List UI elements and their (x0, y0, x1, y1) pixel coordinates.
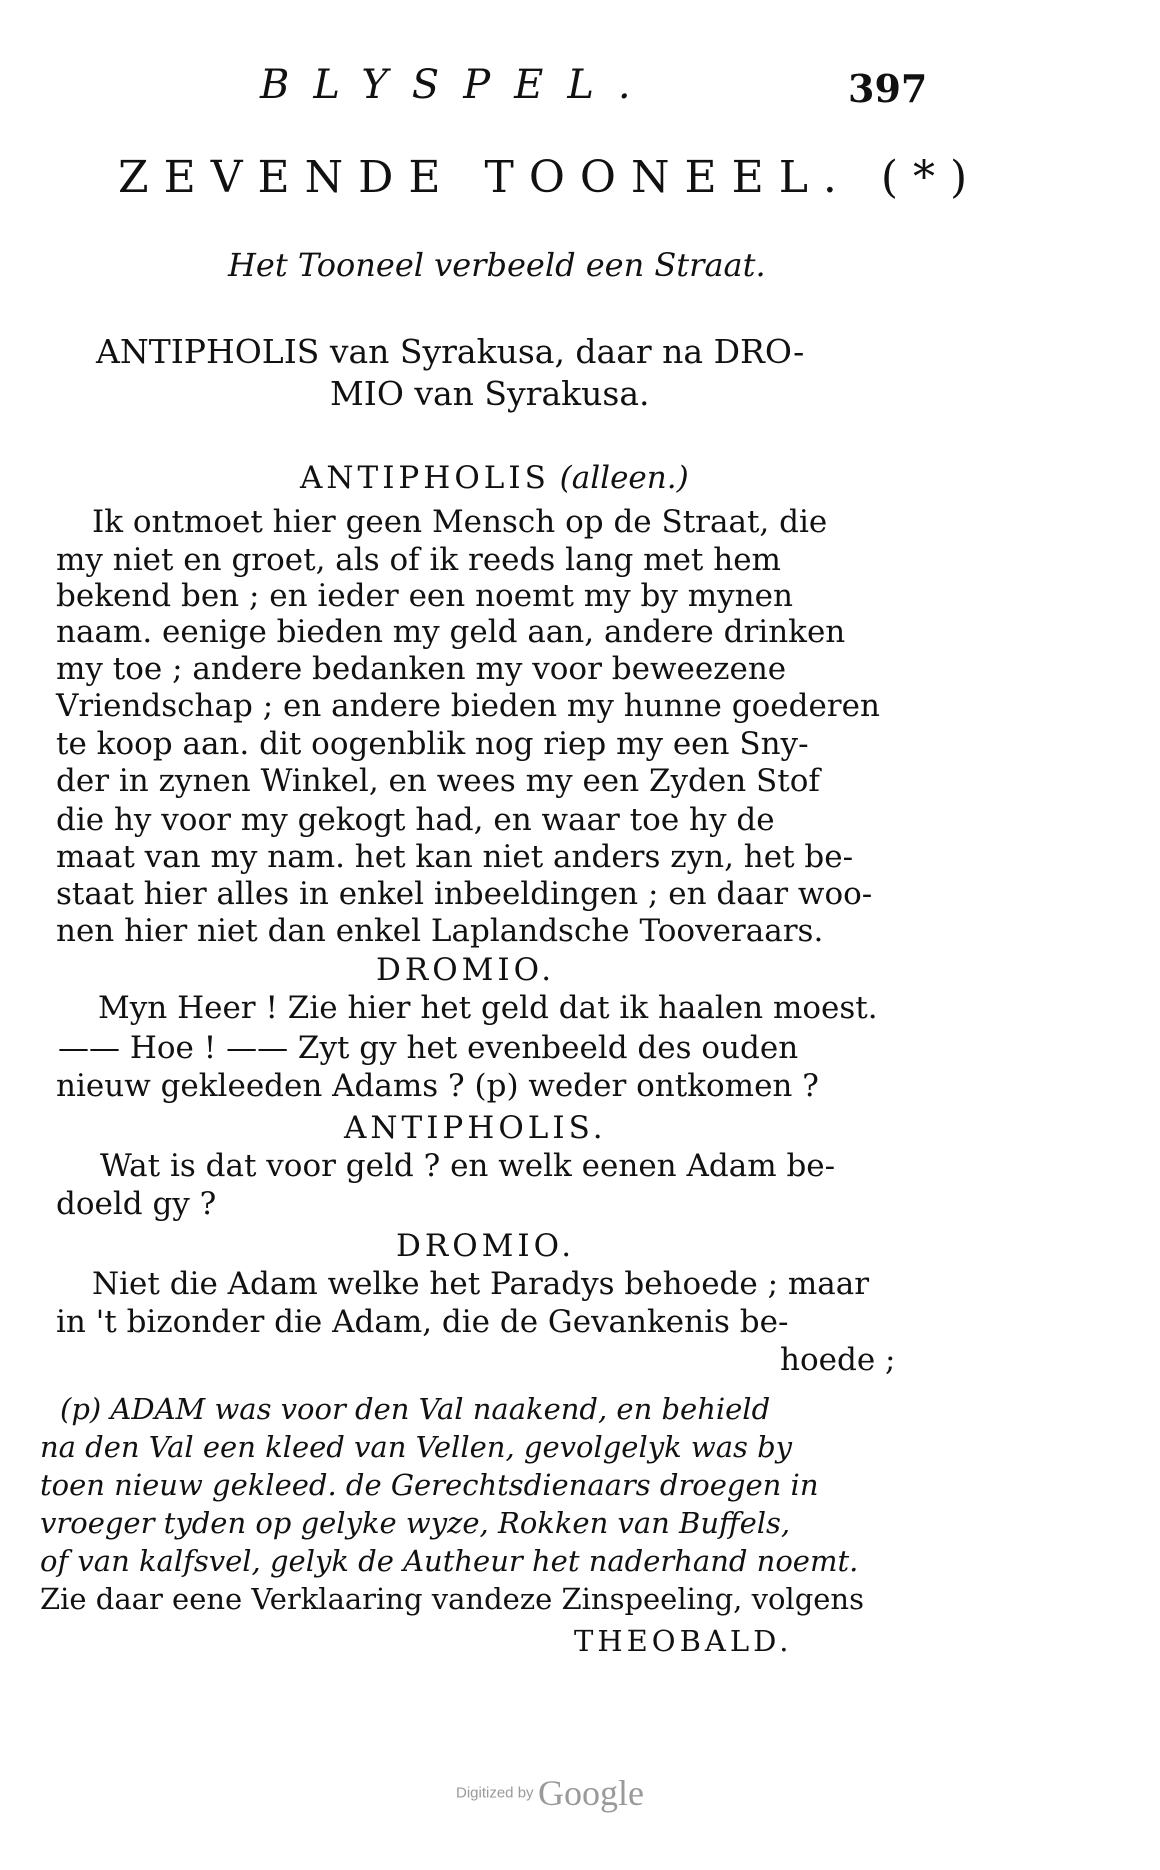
speech-line: —— Hoe ! —— Zyt gy het evenbeeld des ouden (58, 1030, 799, 1066)
footnote-signature: THEOBALD. (574, 1624, 793, 1658)
footnote-line: toen nieuw gekleed. de Gerechtsdienaars droegen in (40, 1468, 819, 1502)
speaker-name: DROMIO. (396, 1228, 576, 1264)
footnote-line: of van kalfsvel, gelyk de Autheur het naderhand noemt. (40, 1544, 859, 1578)
speaker-name: DROMIO. (376, 952, 556, 988)
speech-line: Niet die Adam welke het Paradys behoede ; maar (92, 1266, 870, 1302)
speech-line: my niet en groet, als of ik reeds lang met hem (56, 542, 781, 578)
speech-line: maat van my nam. het kan niet anders zyn, het be- (56, 839, 854, 875)
speech-line: naam. eenige bieden my geld aan, andere drinken (56, 614, 846, 650)
footnote-line: vroeger tyden op gelyke wyze, Rokken van Buffels, (40, 1506, 791, 1540)
speaker-name: ANTIPHOLIS. (344, 1110, 607, 1146)
page-number: 397 (848, 66, 928, 111)
speech-line: doeld gy ? (56, 1186, 217, 1222)
speech-line: Wat is dat voor geld ? en welk eenen Adam be- (100, 1148, 836, 1184)
speech-line: staat hier alles in enkel inbeeldingen ; en daar woo- (56, 876, 873, 912)
speech-line: te koop aan. dit oogenblik nog riep my een Sny- (56, 726, 809, 762)
digitized-watermark (456, 1772, 644, 1814)
speech-line: hoede ; (780, 1342, 896, 1378)
watermark-brand: Google (538, 1773, 644, 1813)
speech-line: Vriendschap ; en andere bieden my hunne goederen (56, 688, 880, 724)
speech-line: nieuw gekleeden Adams ? (p) weder ontkomen ? (56, 1068, 819, 1104)
speech-line: nen hier niet dan enkel Laplandsche Tooveraars. (56, 913, 824, 949)
watermark-prefix: Digitized by (456, 1784, 534, 1802)
footnote-line: (p) ADAM was voor den Val naakend, en behield (60, 1392, 771, 1426)
stage-direction: (alleen.) (559, 460, 689, 496)
speaker-name: ANTIPHOLIS (300, 460, 550, 496)
speech-line: Ik ontmoet hier geen Mensch op de Straat, die (92, 504, 828, 540)
speech-line: in 't bizonder die Adam, die de Gevankenis be- (56, 1304, 789, 1340)
cast-list-line-2: MIO van Syrakusa. (330, 374, 650, 413)
speech-line: my toe ; andere bedanken my voor beweezene (56, 651, 787, 687)
speech-line: die hy voor my gekogt had, en waar toe hy de (56, 802, 775, 838)
footnote-line: Zie daar eene Verklaaring vandeze Zinspeeling, volgens (40, 1582, 864, 1616)
scene-title: ZEVENDE TOONEEL. (*) (118, 152, 983, 203)
scene-setting: Het Tooneel verbeeld een Straat. (228, 246, 766, 284)
speaker-heading (300, 460, 689, 496)
speech-line: Myn Heer ! Zie hier het geld dat ik haalen moest. (98, 990, 878, 1026)
running-title: BLYSPEL. (260, 62, 655, 108)
cast-list-line-1: ANTIPHOLIS van Syrakusa, daar na DRO- (96, 332, 805, 371)
speech-line: bekend ben ; en ieder een noemt my by mynen (56, 578, 793, 614)
speech-line: der in zynen Winkel, en wees my een Zyden Stof (56, 763, 820, 799)
footnote-line: na den Val een kleed van Vellen, gevolgelyk was by (40, 1430, 793, 1464)
